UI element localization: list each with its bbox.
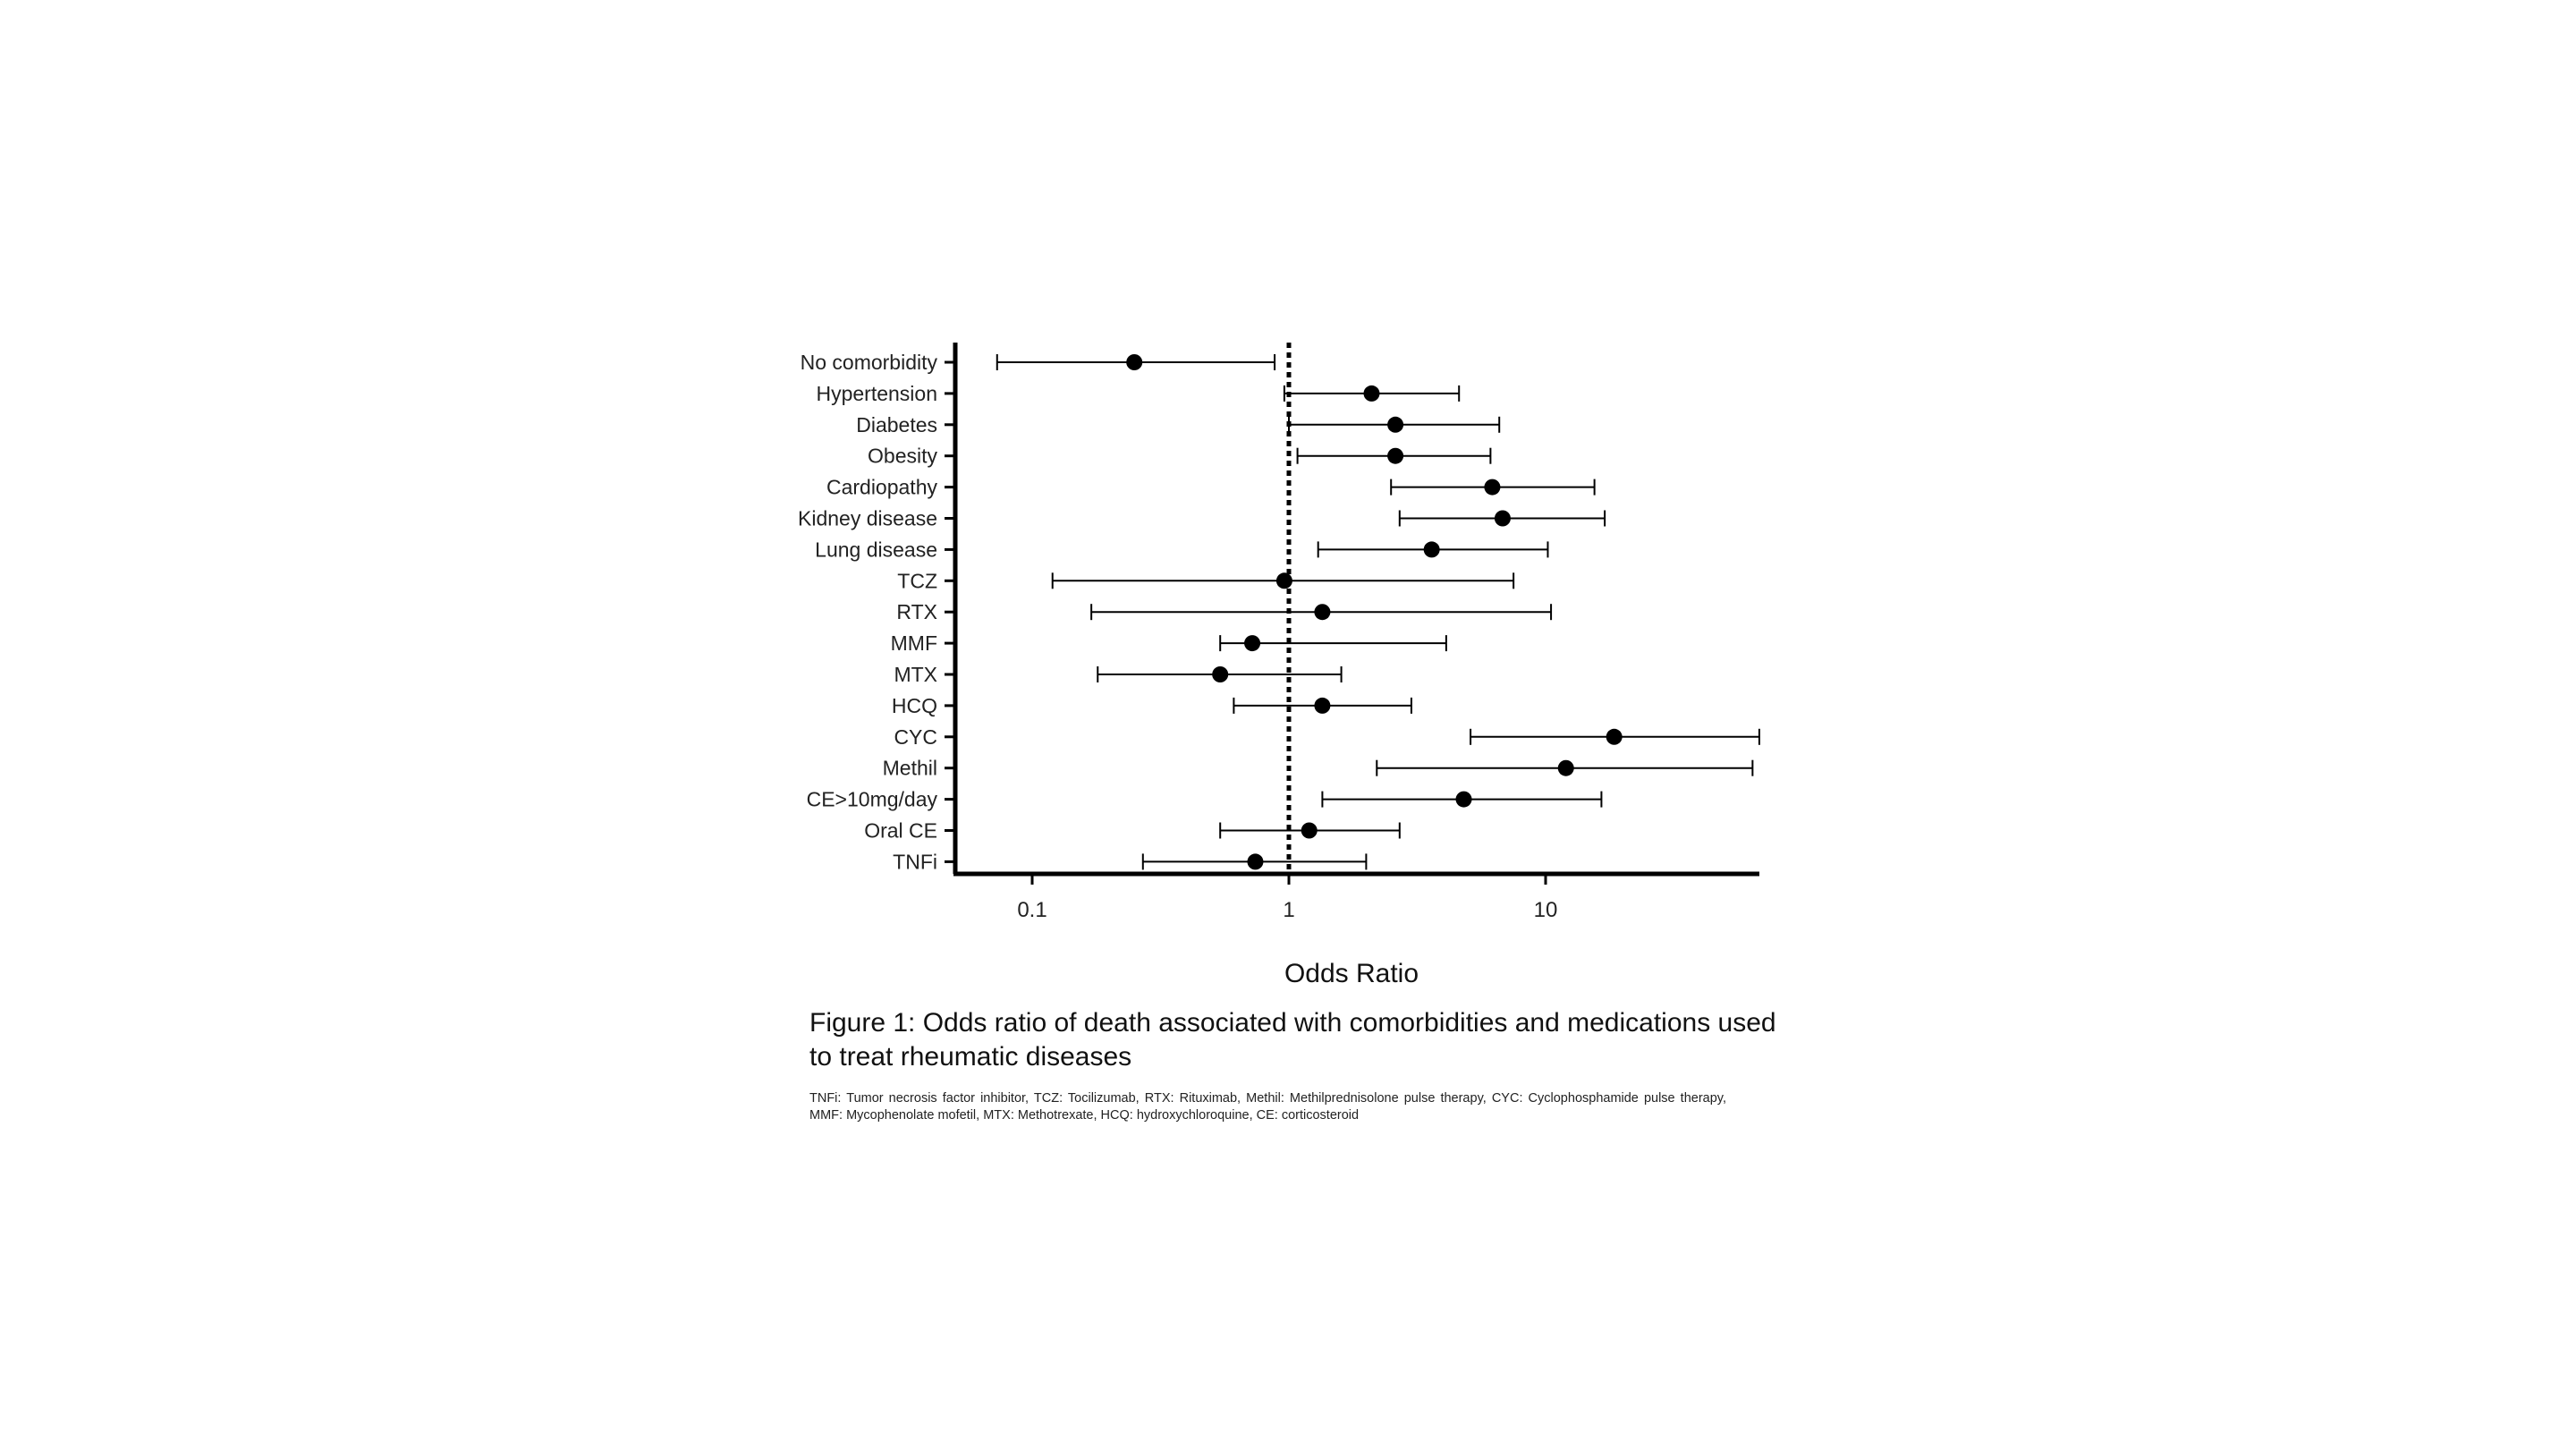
odds-ratio-point: [1363, 386, 1379, 402]
odds-ratio-point: [1126, 354, 1142, 370]
category-label: Methil: [882, 756, 937, 780]
category-label: No comorbidity: [800, 351, 937, 374]
odds-ratio-point: [1301, 823, 1318, 839]
odds-ratio-point: [1314, 698, 1330, 714]
odds-ratio-point: [1314, 604, 1330, 620]
axes: [945, 343, 1759, 922]
odds-ratio-point: [1484, 479, 1500, 496]
odds-ratio-point: [1387, 417, 1403, 433]
x-tick-label: 1: [1283, 898, 1295, 922]
odds-ratio-point: [1558, 760, 1574, 776]
category-label: Oral CE: [864, 818, 937, 843]
odds-ratio-point: [1495, 511, 1511, 527]
category-label: TCZ: [897, 569, 937, 593]
x-tick-label: 10: [1533, 898, 1558, 922]
category-label: MTX: [894, 663, 937, 686]
category-label: Obesity: [868, 444, 937, 468]
odds-ratio-point: [1212, 666, 1228, 682]
odds-ratio-point: [1276, 572, 1292, 589]
x-axis-title: Odds Ratio: [1284, 959, 1419, 988]
odds-ratio-point: [1456, 792, 1472, 808]
category-label: MMF: [890, 631, 937, 656]
figure-footnote: TNFi: Tumor necrosis factor inhibitor, TCZ: Tocilizumab, RTX: Rituximab, Methil: Methilprednisolone pulse therapy, CYC: Cyclophosphamide pulse therapy, MMF: Mycophenolate mofetil, MTX: Methotrexate, HCQ: hydroxychloroquine, CE: corticosteroid: [809, 1091, 1726, 1123]
category-label: HCQ: [891, 693, 937, 717]
category-label: Lung disease: [815, 538, 937, 562]
category-labels: [798, 351, 937, 873]
category-label: RTX: [896, 600, 937, 624]
odds-ratio-point: [1424, 541, 1440, 557]
category-label: Hypertension: [816, 381, 937, 405]
figure-caption: Figure 1: Odds ratio of death associated with comorbidities and medications used to treat rheumatic diseases: [809, 1008, 1776, 1072]
odds-ratio-point: [1244, 635, 1260, 651]
category-label: Diabetes: [856, 412, 937, 436]
odds-ratio-point: [1387, 448, 1403, 464]
odds-ratio-point: [1606, 729, 1623, 745]
confidence-intervals: [997, 354, 1759, 869]
category-label: TNFi: [893, 850, 937, 874]
category-label: CE>10mg/day: [806, 787, 937, 811]
x-tick-label: 0.1: [1017, 898, 1047, 922]
category-label: Cardiopathy: [826, 475, 937, 499]
odds-ratio-point: [1247, 853, 1263, 869]
category-label: CYC: [894, 724, 937, 749]
category-label: Kidney disease: [798, 506, 937, 530]
